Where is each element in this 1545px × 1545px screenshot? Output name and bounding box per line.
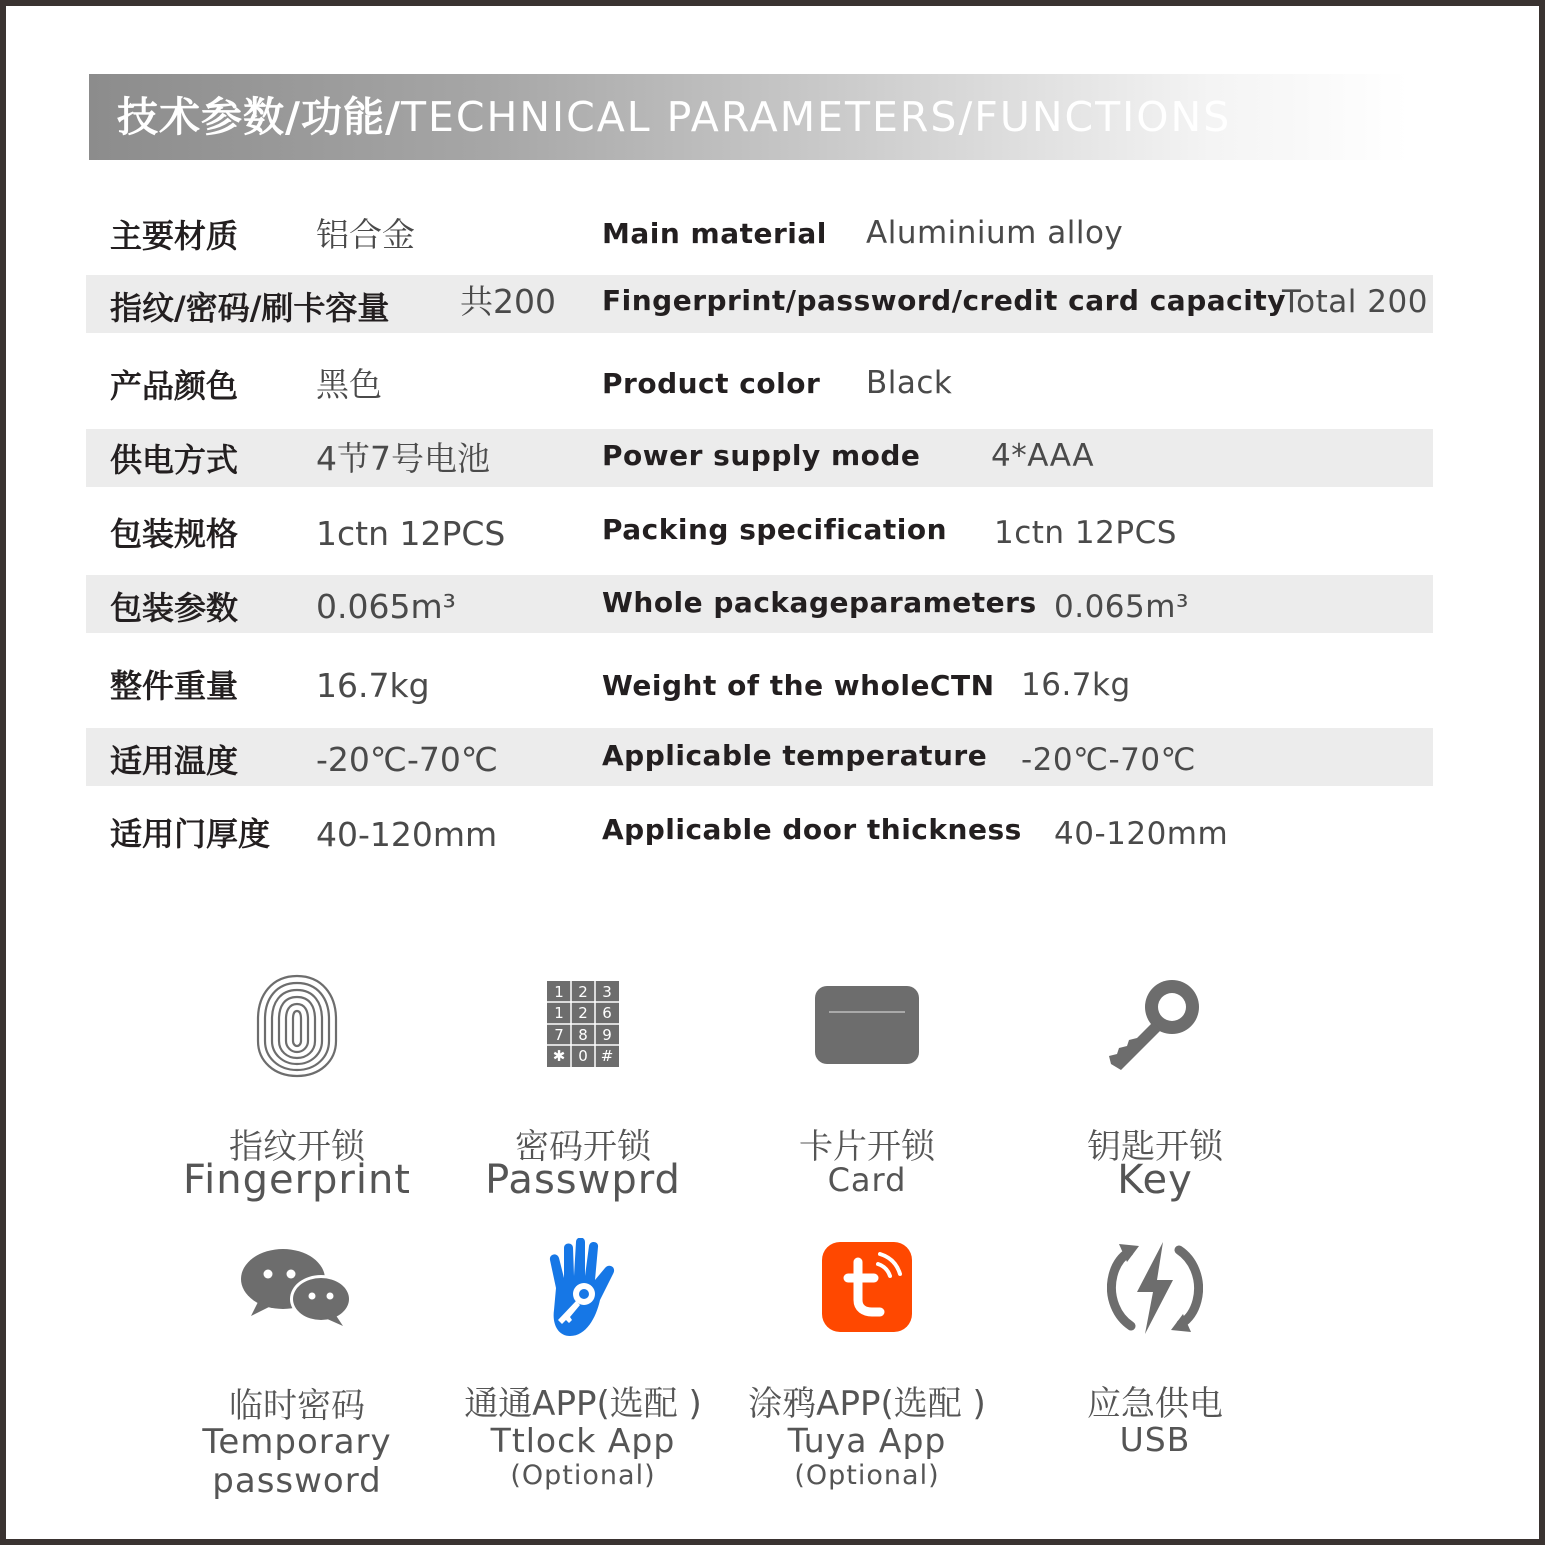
feature-cn-label: 通通APP(选配 ) — [464, 1384, 702, 1424]
spec-en-value: 40-120mm — [1054, 816, 1229, 852]
spec-cn-label: 主要材质 — [110, 217, 239, 255]
spec-cn-value: 16.7kg — [316, 666, 430, 705]
spec-en-value: Black — [866, 365, 953, 401]
spec-en-value: 0.065m³ — [1054, 589, 1189, 625]
keypad-key: 1 — [554, 1004, 564, 1022]
spec-en-label: Applicable door thickness — [602, 813, 1022, 846]
spec-cn-value: 共200 — [460, 282, 556, 321]
feature-en-label: Fingerprint — [183, 1157, 411, 1203]
feature-cn-label: 指纹开锁 — [229, 1127, 365, 1167]
spec-cn-label: 指纹/密码/刷卡容量 — [110, 289, 390, 327]
key-icon — [1105, 974, 1205, 1074]
spec-en-value: 16.7kg — [1021, 667, 1131, 703]
spec-en-value: Total 200 — [1282, 284, 1428, 320]
spec-row-packing — [86, 504, 1433, 562]
spec-en-label: Power supply mode — [602, 439, 921, 472]
header-title-cn: 技术参数/功能/ — [117, 93, 401, 141]
header-title — [117, 74, 1231, 160]
spec-cn-label: 适用温度 — [110, 742, 239, 780]
keypad-key: 1 — [554, 983, 564, 1001]
header-bar — [89, 74, 1409, 160]
feature-cn-label: 应急供电 — [1087, 1384, 1223, 1424]
spec-row-weight — [86, 656, 1433, 714]
tuya-icon — [822, 1242, 912, 1332]
spec-cn-value: -20℃-70℃ — [316, 740, 498, 779]
feature-key — [1010, 974, 1300, 1211]
spec-row-power — [86, 429, 1433, 487]
feature-en-label-line1: Temporary — [202, 1422, 392, 1462]
chat-icon — [241, 1248, 353, 1328]
keypad-key: 9 — [602, 1026, 612, 1044]
feature-usb — [1010, 1238, 1300, 1463]
feature-cn-label: 密码开锁 — [515, 1127, 651, 1167]
feature-en-label: Key — [1117, 1157, 1193, 1203]
spec-cn-label: 包装规格 — [110, 515, 239, 553]
spec-en-label: Fingerprint/password/credit card capacity — [602, 284, 1286, 317]
keypad-key: 2 — [578, 983, 588, 1001]
keypad-key: 6 — [602, 1004, 612, 1022]
fingerprint-icon — [252, 971, 342, 1081]
feature-card — [722, 986, 1012, 1211]
spec-cn-value: 黑色 — [316, 365, 382, 404]
spec-row-color — [86, 356, 1433, 414]
spec-cn-value: 铝合金 — [316, 215, 415, 254]
spec-cn-value: 0.065m³ — [316, 587, 456, 626]
spec-row-package-params — [86, 575, 1433, 633]
feature-fingerprint — [152, 971, 442, 1211]
card-icon — [815, 986, 919, 1064]
spec-cn-value: 4节7号电池 — [316, 439, 490, 478]
spec-cn-label: 适用门厚度 — [110, 815, 271, 853]
spec-cn-label: 产品颜色 — [110, 367, 239, 405]
keypad-key: # — [600, 1047, 614, 1065]
keypad-key: 7 — [554, 1026, 564, 1044]
keypad-key: 3 — [602, 983, 612, 1001]
ttlock-hand-icon — [542, 1238, 624, 1338]
keypad-key: 2 — [578, 1004, 588, 1022]
spec-cn-label: 供电方式 — [110, 441, 239, 479]
spec-row-temperature — [86, 728, 1433, 786]
usb-power-icon — [1107, 1238, 1203, 1338]
feature-en-label-line2: password — [212, 1461, 382, 1501]
spec-en-label: Whole packageparameters — [602, 586, 1037, 619]
spec-en-label: Packing specification — [602, 513, 948, 546]
feature-en-label: Ttlock App — [490, 1421, 676, 1460]
keypad-key: ✱ — [552, 1047, 566, 1065]
keypad-icon — [547, 981, 619, 1067]
feature-ttlock — [438, 1238, 728, 1493]
feature-en-label: Tuya App — [787, 1421, 947, 1460]
header-title-en: TECHNICAL PARAMETERS/FUNCTIONS — [400, 93, 1232, 141]
spec-en-value: Aluminium alloy — [866, 215, 1124, 251]
feature-tuya — [722, 1242, 1012, 1493]
feature-optional-label: (Optional) — [510, 1460, 656, 1491]
spec-en-value: 1ctn 12PCS — [994, 515, 1177, 551]
spec-en-label: Weight of the wholeCTN — [602, 669, 995, 702]
feature-cn-label: 钥匙开锁 — [1087, 1127, 1223, 1167]
spec-cn-value: 1ctn 12PCS — [316, 514, 506, 553]
spec-row-capacity — [86, 275, 1433, 333]
spec-row-door-thickness — [86, 803, 1433, 861]
keypad-key: 0 — [578, 1047, 588, 1065]
feature-password — [438, 981, 728, 1211]
spec-cn-label: 整件重量 — [110, 667, 239, 705]
feature-en-label: USB — [1119, 1420, 1191, 1459]
feature-cn-label: 卡片开锁 — [799, 1127, 935, 1167]
feature-temporary-password — [152, 1248, 442, 1501]
feature-en-label: Passwprd — [485, 1157, 681, 1203]
spec-cn-label: 包装参数 — [110, 589, 239, 627]
feature-optional-label: (Optional) — [794, 1460, 940, 1491]
feature-cn-label: 临时密码 — [229, 1386, 365, 1426]
feature-en-label: Card — [827, 1161, 907, 1199]
spec-en-label: Main material — [602, 217, 827, 250]
spec-cn-value: 40-120mm — [316, 815, 498, 854]
spec-en-value: 4*AAA — [991, 438, 1095, 474]
spec-en-label: Product color — [602, 367, 821, 400]
spec-row-material — [86, 206, 1433, 264]
spec-en-label: Applicable temperature — [602, 739, 988, 772]
spec-en-value: -20℃-70℃ — [1021, 742, 1196, 778]
keypad-key: 8 — [578, 1026, 588, 1044]
feature-cn-label: 涂鸦APP(选配 ) — [748, 1384, 986, 1424]
